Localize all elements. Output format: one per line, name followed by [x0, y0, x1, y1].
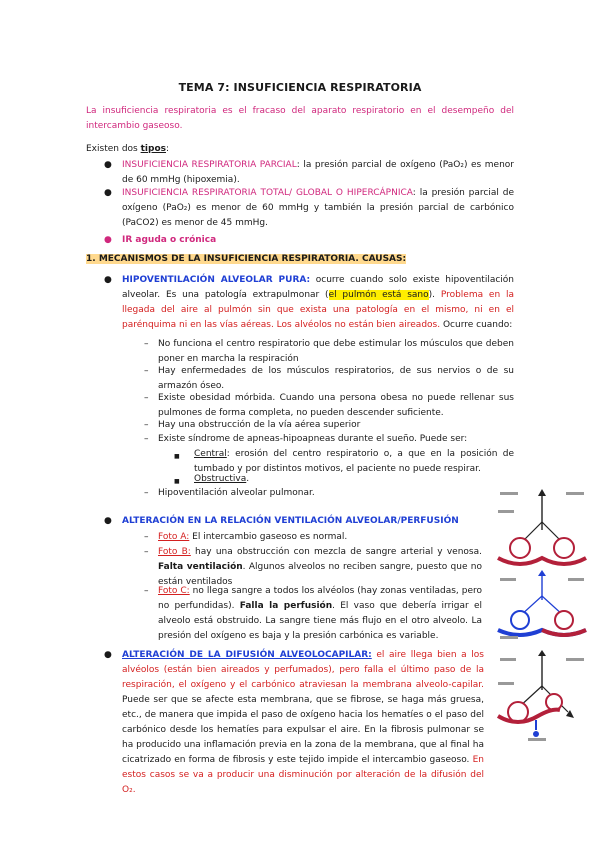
figure-c-diagram — [496, 650, 588, 746]
sub-item-obstructiva: Obstructiva. — [194, 474, 250, 484]
section-1-heading: 1. MECANISMOS DE LA INSUFICIENCIA RESPIRATORIA. CAUSAS: — [86, 254, 407, 264]
list-item: Hay una obstrucción de la vía aérea superior — [158, 420, 361, 430]
bullet-icon: ● — [104, 160, 112, 170]
list-item: Existe síndrome de apneas-hipoapneas durante el sueño. Puede ser: — [158, 434, 468, 444]
list-item: Hay enfermedades de los músculos respiratorios, de sus nervios o de su armazón óseo. — [158, 366, 514, 391]
figure-b-diagram — [496, 570, 588, 642]
bullet-icon: ● — [104, 650, 112, 660]
difusion-paragraph: ALTERACIÓN DE LA DIFUSIÓN ALVEOLOCAPILAR: el aire llega bien a los alvéolos (están bien aireados y perfumados), pero falla el último paso de la respiración, el oxígeno y el carbónico atraviesan la membrana alveolo-capilar. Puede ser que se afecte esta membrana, que se fibrose, se haga más gruesa, etc., de manera que impida el paso de oxígeno hacia los hematíes o el paso del carbónico desde los hematíes para expulsar el aire. En la fibrosis pulmonar se ha producido una inflamación previa en la zona de la membrana, que al final ha cicatrizado en forma de fibrosis y este tejido impide el intercambio gaseoso. En estos casos se va a producir una disminución por alteración de la difusión del O₂. — [122, 650, 484, 795]
list-item: Existe obesidad mórbida. Cuando una persona obesa no puede rellenar sus pulmones de forma completa, no pueden descender suficiente. — [158, 393, 514, 418]
alteracion-vq-heading: ALTERACIÓN EN LA RELACIÓN VENTILACIÓN ALVEOLAR/PERFUSIÓN — [122, 516, 459, 526]
square-bullet-icon: ■ — [174, 478, 180, 485]
ir-aguda-label: IR aguda o crónica — [122, 235, 217, 245]
bullet-icon: ● — [104, 516, 112, 526]
type-total: INSUFICIENCIA RESPIRATORIA TOTAL/ GLOBAL O HIPERCÁPNICA: la presión parcial de oxígeno (PaO₂) es menor de 60 mmHg y también la presión parcial de carbónico (PaCO2) es menor de 45 mmHg. — [122, 188, 514, 228]
sub-item-central: Central: erosión del centro respiratorio o, a que en la posición de tumbado y por distintos motivos, el paciente no puede respirar. — [194, 449, 514, 474]
types-intro: Existen dos tipos: — [86, 144, 170, 154]
type-parcial: INSUFICIENCIA RESPIRATORIA PARCIAL: la presión parcial de oxígeno (PaO₂) es menor de 60 mmHg (hipoxemia). — [122, 160, 515, 185]
page-title: TEMA 7: INSUFICIENCIA RESPIRATORIA — [178, 81, 422, 94]
foto-a-item: Foto A: El intercambio gaseoso es normal. — [158, 532, 348, 542]
figure-a-diagram — [496, 488, 588, 570]
bullet-icon: ● — [104, 235, 112, 245]
intro-paragraph: La insuficiencia respiratoria es el fracaso del aparato respiratorio en el desempeño del intercambio gaseoso. — [86, 106, 514, 131]
document-page: TEMA 7: INSUFICIENCIA RESPIRATORIA La insuficiencia respiratoria es el fracaso del aparato respiratorio en el desempeño del intercambio gaseoso. Existen dos tipos: ● INSUFICIENCIA RESPIRATORIA PARCIAL: la presión parcial de oxígeno (PaO₂) es menor de 60 mmHg (hipoxemia). ● INSUFICIENCIA RESPIRATORIA TOTAL/ GLOBAL O HIPERCÁPNICA: la presión parcial de oxígeno (PaO₂) es menor de 60 mmHg y también la presión parcial de carbónico (PaCO2) es menor de 45 mmHg. ● IR aguda o crónica 1. MECANISMOS DE LA INSUFICIENCIA RESPIRATORIA. CAUSAS: ● HIPOVENTILACIÓN ALVEOLAR PURA: ocurre cuando solo existe hipoventilación alveolar. Es una patología extrapulmonar (el pulmón está sano). Problema en la llegada del aire al pulmón sin que exista una patología en el mismo, ni en el parénquima ni en las vías aéreas. Los alvéolos no están bien aireados. Ocurre cuando: – No funciona el centro respiratorio que debe estimular los músculos que deben poner en marcha la respiración – Hay enfermedades de los músculos respiratorios, de sus nervios o de su armazón óseo. – Existe obesidad mórbida. Cuando una persona obesa no puede rellenar sus pulmones de forma completa, no pueden descender suficiente. – Hay una obstrucción de la vía aérea superior – Existe síndrome de apneas-hipoapneas durante el sueño. Puede ser: ■ Central: erosión del centro respiratorio o, a que en la posición de tumbado y por distintos motivos, el paciente no puede respirar. ■ Obstructiva. – Hipoventilación alveolar pulmonar. ● ALTERACIÓN EN LA RELACIÓN VENTILACIÓN ALVEOLAR/PERFUSIÓN – Foto A: El intercambio gaseoso es normal. – Foto B: hay una obstrucción con mezcla de sangre arterial y venosa. Falta ventilación. Algunos alveolos no reciben sangre, puesto que no están ventilados – Foto C: no llega sangre a todos los alvéolos (hay zonas ventiladas, pero no perfundidas). Falla la perfusión. El vaso que debería irrigar el alveolo está obstruido. La sangre tiene más flujo en el otro alveolo. La presión del oxígeno es baja y la presión carbónica es variable. ● ALTERACIÓN DE LA DIFUSIÓN ALVEOLOCAPILAR: el aire llega bien a los alvéolos (están bien aireados y perfumados), pero falla el último paso de la respiración, el oxígeno y el carbónico atraviesan la membrana alveolo-capilar. Puede ser que se afecte esta membrana, que se fibrose, se haga más gruesa, etc., de manera que impida el paso de oxígeno hacia los hematíes o el paso del carbónico desde los hematíes para expulsar el aire. En la fibrosis pulmonar se ha producido una inflamación previa en la zona de la membrana, que al final ha cicatrizado en forma de fibrosis y este tejido impide el intercambio gaseoso. En estos casos se va a producir una disminución por alteración de la difusión del O₂. — [0, 0, 600, 848]
square-bullet-icon: ■ — [174, 453, 180, 460]
foto-b-item: Foto B: hay una obstrucción con mezcla de sangre arterial y venosa. Falta ventilación. Algunos alveolos no reciben sangre, puesto que no están ventilados — [158, 547, 482, 587]
hipoventilacion-paragraph: HIPOVENTILACIÓN ALVEOLAR PURA: ocurre cuando solo existe hipoventilación alveolar. Es una patología extrapulmonar (el pulmón está sano). Problema en la llegada del aire al pulmón sin que exista una patología en el mismo, ni en el parénquima ni en las vías aéreas. Los alvéolos no están bien aireados. Ocurre cuando: — [122, 275, 515, 330]
bullet-icon: ● — [104, 275, 112, 285]
foto-c-item: Foto C: no llega sangre a todos los alvéolos (hay zonas ventiladas, pero no perfundidas). Falla la perfusión. El vaso que debería irrigar el alveolo está obstruido. La sangre tiene más flujo en el otro alveolo. La presión del oxígeno es baja y la presión carbónica es variable. — [158, 586, 483, 641]
bullet-icon: ● — [104, 188, 112, 198]
list-item: Hipoventilación alveolar pulmonar. — [158, 488, 315, 498]
list-item: No funciona el centro respiratorio que debe estimular los músculos que deben poner en marcha la respiración — [158, 339, 514, 364]
